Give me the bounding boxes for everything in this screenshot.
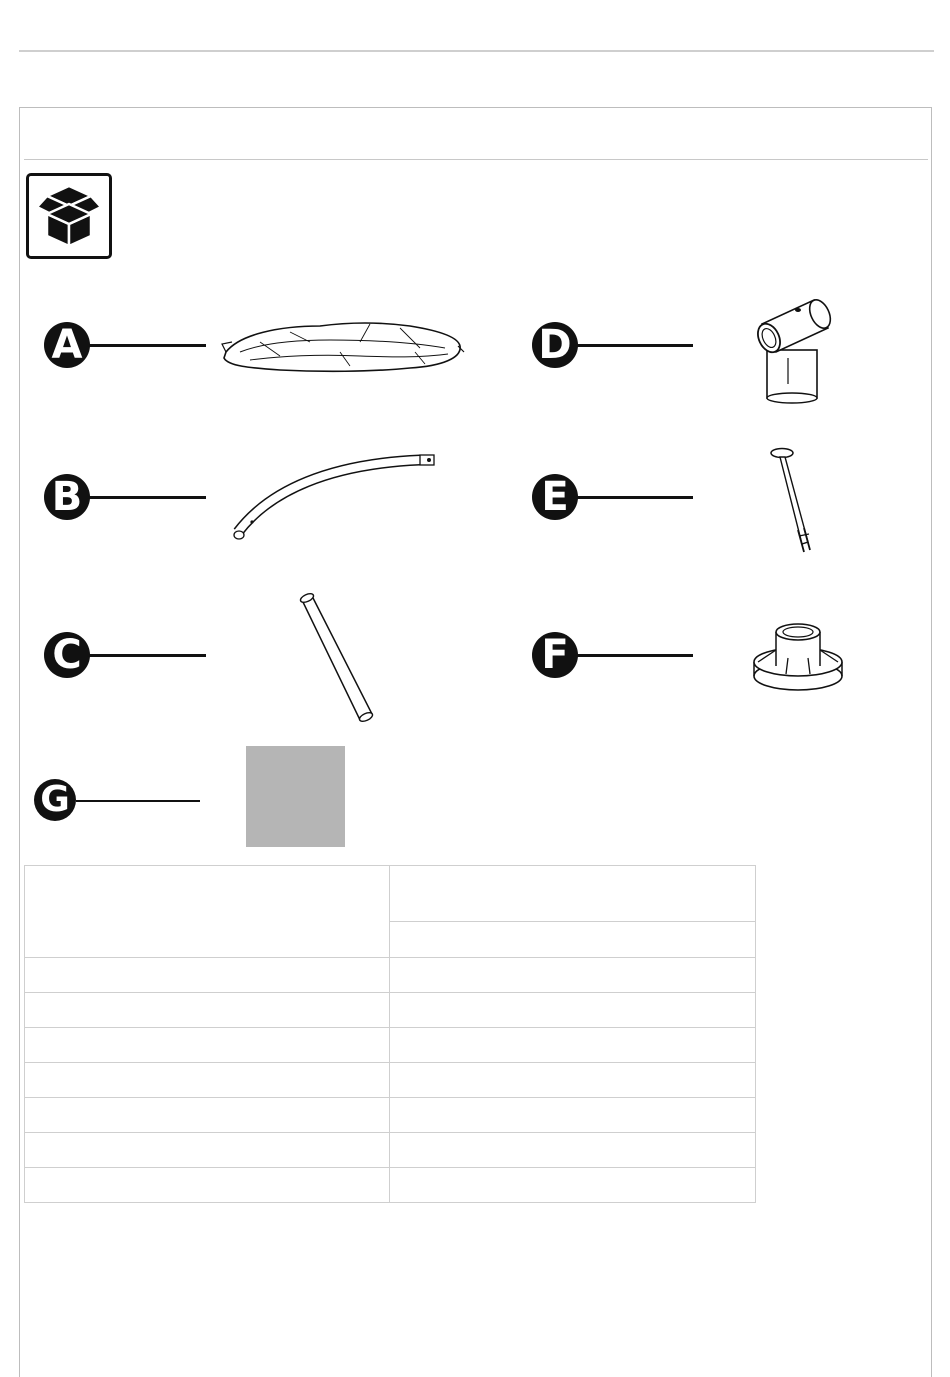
table-row [25, 993, 756, 1028]
part-g-image-placeholder [246, 746, 345, 847]
table-cell [25, 958, 390, 993]
table-header-cell [390, 922, 756, 958]
table-cell [25, 1063, 390, 1098]
table-cell [25, 1028, 390, 1063]
table-row [25, 1168, 756, 1203]
panel-header-divider [24, 159, 928, 160]
table-cell [390, 1098, 756, 1133]
part-g-leader [76, 800, 200, 802]
part-d-badge: D [532, 322, 578, 368]
foot-cap-icon [748, 618, 848, 698]
part-a-leader [88, 344, 206, 347]
parts-table [24, 865, 756, 1203]
table-row [25, 1063, 756, 1098]
table-cell [25, 1098, 390, 1133]
part-b-badge: B [44, 474, 90, 520]
part-a-badge: A [44, 322, 90, 368]
part-b-leader [88, 496, 206, 499]
table-cell [390, 993, 756, 1028]
table-row [25, 958, 756, 993]
pin-icon [766, 444, 826, 559]
table-row [25, 1098, 756, 1133]
table-cell [25, 1168, 390, 1203]
table-cell [390, 1168, 756, 1203]
table-row [25, 1133, 756, 1168]
part-c-badge: C [44, 632, 90, 678]
table-cell [390, 958, 756, 993]
table-cell [25, 993, 390, 1028]
table-cell [25, 1133, 390, 1168]
table-cell [390, 1028, 756, 1063]
part-g-badge: G [34, 779, 76, 821]
part-f-leader [576, 654, 693, 657]
curved-tube-icon [230, 450, 445, 550]
part-c-leader [88, 654, 206, 657]
part-f-badge: F [532, 632, 578, 678]
t-connector-icon [748, 288, 838, 406]
table-header-cell [25, 866, 390, 958]
table-header-cell [390, 866, 756, 922]
trampoline-mat-icon [220, 312, 465, 378]
table-cell [390, 1063, 756, 1098]
straight-tube-icon [290, 590, 380, 725]
table-cell [390, 1133, 756, 1168]
part-e-leader [576, 496, 693, 499]
table-row [25, 1028, 756, 1063]
part-e-badge: E [532, 474, 578, 520]
top-divider [19, 50, 934, 52]
part-d-leader [576, 344, 693, 347]
open-box-icon [26, 173, 112, 259]
